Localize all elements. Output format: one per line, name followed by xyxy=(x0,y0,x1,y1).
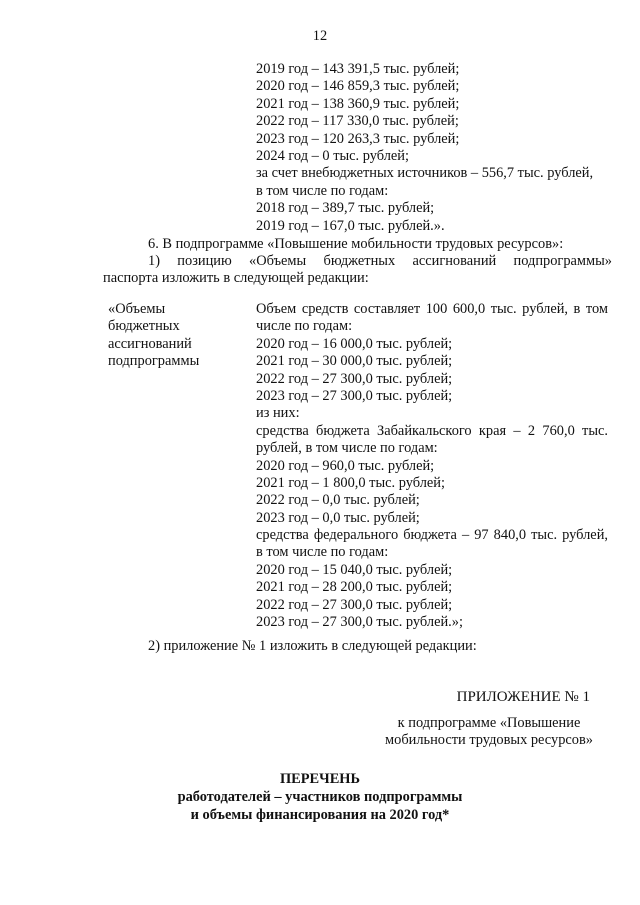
funding-line: 2023 год – 120 263,3 тыс. рублей; xyxy=(256,130,460,147)
funding-line: 2021 год – 138 360,9 тыс. рублей; xyxy=(256,95,460,112)
appendix-subtitle-line: мобильности трудовых ресурсов» xyxy=(385,732,593,749)
federal-budget-line: средства федерального бюджета – 97 840,0 тыс. рублей, xyxy=(256,527,608,544)
label-line: «Объемы xyxy=(108,301,166,317)
document-title-line: и объемы финансирования на 2020 год* xyxy=(190,807,450,823)
value-line: 2022 год – 27 300,0 тыс. рублей; xyxy=(256,370,453,387)
funding-line: в том числе по годам: xyxy=(256,182,389,199)
appendix-subtitle-line: к подпрограмме «Повышение xyxy=(397,715,581,731)
funding-line: 2022 год – 117 330,0 тыс. рублей; xyxy=(256,113,459,130)
document-title-line: ПЕРЕЧЕНЬ xyxy=(279,771,361,787)
funding-line: 2018 год – 389,7 тыс. рублей; xyxy=(256,200,435,217)
extrabudgetary-line: за счет внебюджетных источников – 556,7 тыс. рублей, xyxy=(256,165,594,182)
value-line: 2020 год – 16 000,0 тыс. рублей; xyxy=(256,335,453,352)
funding-line: 2019 год – 143 391,5 тыс. рублей; xyxy=(256,61,460,77)
value-line: 2023 год – 0,0 тыс. рублей; xyxy=(256,509,420,526)
funding-line: 2024 год – 0 тыс. рублей; xyxy=(256,147,409,164)
value-line: из них: xyxy=(256,405,300,422)
value-line: числе по годам: xyxy=(256,318,353,335)
item-6-1-continuation: паспорта изложить в следующей редакции: xyxy=(103,270,369,286)
passport-row-label xyxy=(108,301,199,371)
item-6-heading: 6. В подпрограмме «Повышение мобильности трудовых ресурсов»: xyxy=(148,236,564,252)
appendix-subtitle xyxy=(370,715,608,750)
item-2-text: 2) приложение № 1 изложить в следующей редакции: xyxy=(148,638,477,654)
value-line: 2023 год – 27 300,0 тыс. рублей.»; xyxy=(256,614,463,631)
item-6-1-text: 1) позицию «Объемы бюджетных ассигнований подпрограммы» xyxy=(148,253,612,269)
value-line: в том числе по годам: xyxy=(256,544,389,561)
total-volume-line: Объем средств составляет 100 600,0 тыс. рублей, в том xyxy=(256,301,608,317)
label-line: ассигнований xyxy=(108,335,192,352)
document-title-line: работодателей – участников подпрограммы xyxy=(177,789,463,805)
regional-budget-line: средства бюджета Забайкальского края – 2 760,0 тыс. xyxy=(256,422,608,439)
funding-by-year-list xyxy=(256,61,593,235)
funding-line: 2019 год – 167,0 тыс. рублей.». xyxy=(256,217,445,234)
value-line: 2022 год – 0,0 тыс. рублей; xyxy=(256,492,420,509)
value-line: 2021 год – 30 000,0 тыс. рублей; xyxy=(256,353,453,370)
value-line: 2022 год – 27 300,0 тыс. рублей; xyxy=(256,596,453,613)
appendix-title: ПРИЛОЖЕНИЕ № 1 xyxy=(456,689,590,705)
value-line: 2021 год – 28 200,0 тыс. рублей; xyxy=(256,579,453,596)
document-title xyxy=(0,770,640,824)
funding-line: 2020 год – 146 859,3 тыс. рублей; xyxy=(256,78,460,95)
value-line: рублей, в том числе по годам: xyxy=(256,440,438,457)
value-line: 2020 год – 15 040,0 тыс. рублей; xyxy=(256,561,453,578)
label-line: подпрограммы xyxy=(108,353,200,370)
value-line: 2023 год – 27 300,0 тыс. рублей; xyxy=(256,387,453,404)
passport-row-value xyxy=(256,301,608,631)
page-number: 12 xyxy=(312,28,328,44)
label-line: бюджетных xyxy=(108,318,180,335)
value-line: 2021 год – 1 800,0 тыс. рублей; xyxy=(256,474,445,491)
value-line: 2020 год – 960,0 тыс. рублей; xyxy=(256,457,435,474)
